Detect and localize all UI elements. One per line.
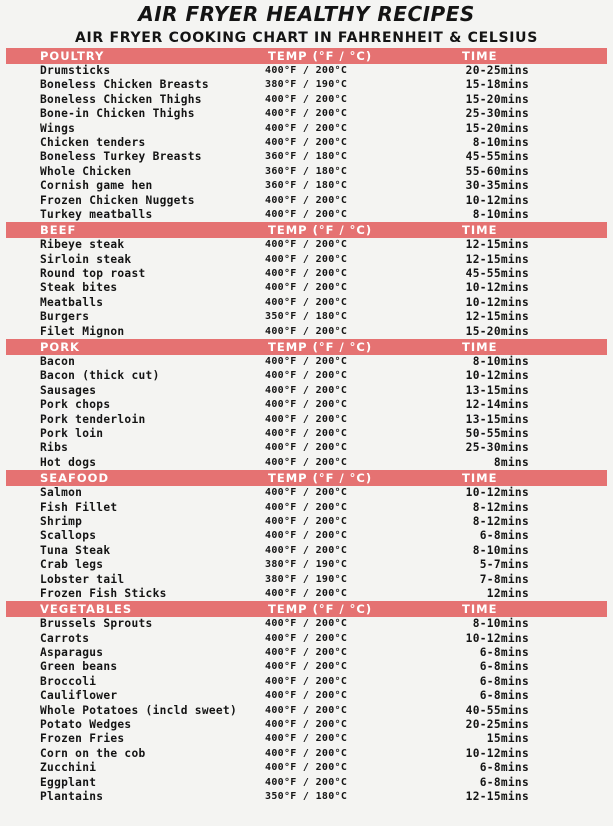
table-row	[0, 296, 613, 310]
food-item: Bone-in Chicken Thighs	[40, 107, 195, 121]
cook-time: 15-20mins	[465, 92, 529, 106]
temp-column-header: TEMP (°F / °C)	[268, 602, 373, 617]
cook-time: 10-12mins	[465, 369, 529, 383]
section-title: SEAFOOD	[40, 471, 109, 486]
cook-temp: 400°F / 200°C	[265, 356, 348, 368]
food-item: Round top roast	[40, 267, 146, 281]
food-item: Crab legs	[40, 558, 104, 572]
food-item: Pork tenderloin	[40, 412, 146, 426]
cook-temp: 400°F / 200°C	[265, 515, 348, 527]
cook-time: 6-8mins	[479, 660, 529, 674]
table-row	[0, 179, 613, 193]
table-row	[0, 165, 613, 179]
cook-temp: 400°F / 200°C	[265, 456, 348, 468]
cook-temp: 380°F / 190°C	[265, 573, 348, 585]
table-row	[0, 573, 613, 587]
table-row	[0, 253, 613, 267]
cook-time: 12-15mins	[465, 789, 529, 803]
food-item: Drumsticks	[40, 64, 111, 77]
section-title: PORK	[40, 340, 80, 355]
cook-time: 8-12mins	[472, 500, 529, 514]
table-row	[0, 747, 613, 761]
food-item: Zucchini	[40, 761, 97, 775]
cook-temp: 400°F / 200°C	[265, 122, 348, 134]
section-header	[6, 222, 607, 238]
table-row	[0, 441, 613, 455]
food-item: Ribeye steak	[40, 238, 125, 252]
table-row	[0, 632, 613, 646]
cook-temp: 400°F / 200°C	[265, 325, 348, 337]
cook-temp: 400°F / 200°C	[265, 733, 348, 745]
cook-temp: 400°F / 200°C	[265, 501, 348, 513]
table-row	[0, 107, 613, 121]
table-row	[0, 587, 613, 601]
table-row	[0, 398, 613, 412]
table-row	[0, 413, 613, 427]
temp-column-header: TEMP (°F / °C)	[268, 223, 373, 238]
cook-time: 6-8mins	[479, 775, 529, 789]
cook-time: 12-15mins	[465, 252, 529, 266]
section-beef	[0, 222, 613, 339]
food-item: Eggplant	[40, 775, 97, 789]
cook-time: 15-18mins	[465, 78, 529, 92]
food-item: Ribs	[40, 441, 69, 455]
cook-time: 6-8mins	[479, 646, 529, 660]
food-item: Frozen Chicken Nuggets	[40, 193, 195, 207]
table-row	[0, 558, 613, 572]
section-poultry	[0, 48, 613, 222]
chart-sections	[0, 48, 613, 804]
cook-time: 45-55mins	[465, 150, 529, 164]
cook-temp: 400°F / 200°C	[265, 268, 348, 280]
cook-temp: 400°F / 200°C	[265, 208, 348, 220]
table-row	[0, 150, 613, 164]
table-row	[0, 384, 613, 398]
table-row	[0, 281, 613, 295]
food-item: Chicken tenders	[40, 135, 146, 149]
cook-time: 7-8mins	[479, 572, 529, 586]
table-row	[0, 427, 613, 441]
cook-temp: 350°F / 180°C	[265, 790, 348, 802]
cook-time: 20-25mins	[465, 64, 529, 77]
cook-temp: 400°F / 200°C	[265, 704, 348, 716]
cook-time: 6-8mins	[479, 689, 529, 703]
cook-temp: 400°F / 200°C	[265, 253, 348, 265]
table-row	[0, 704, 613, 718]
cook-temp: 400°F / 200°C	[265, 93, 348, 105]
time-column-header: TIME	[462, 49, 498, 63]
table-row	[0, 515, 613, 529]
cook-time: 8-10mins	[472, 617, 529, 631]
food-item: Green beans	[40, 660, 118, 674]
section-header	[6, 470, 607, 486]
cook-temp: 400°F / 200°C	[265, 282, 348, 294]
food-item: Whole Potatoes (incld sweet)	[40, 703, 237, 717]
table-row	[0, 486, 613, 500]
food-item: Scallops	[40, 529, 97, 543]
section-vegetables	[0, 601, 613, 804]
table-row	[0, 529, 613, 543]
cook-temp: 400°F / 200°C	[265, 632, 348, 644]
cook-temp: 400°F / 200°C	[265, 762, 348, 774]
cook-temp: 400°F / 200°C	[265, 442, 348, 454]
table-row	[0, 501, 613, 515]
table-row	[0, 78, 613, 92]
section-header	[6, 339, 607, 355]
cook-time: 30-35mins	[465, 179, 529, 193]
time-column-header: TIME	[462, 340, 498, 355]
table-row	[0, 456, 613, 470]
table-row	[0, 136, 613, 150]
table-row	[0, 93, 613, 107]
food-item: Sirloin steak	[40, 252, 132, 266]
table-row	[0, 238, 613, 252]
cook-temp: 400°F / 200°C	[265, 399, 348, 411]
cook-temp: 400°F / 200°C	[265, 487, 348, 499]
cook-temp: 400°F / 200°C	[265, 647, 348, 659]
cook-time: 20-25mins	[465, 718, 529, 732]
time-column-header: TIME	[462, 223, 498, 238]
food-item: Salmon	[40, 486, 83, 500]
cook-time: 13-15mins	[465, 383, 529, 397]
cook-temp: 400°F / 200°C	[265, 370, 348, 382]
food-item: Broccoli	[40, 674, 97, 688]
cook-time: 8-10mins	[472, 207, 529, 221]
cook-time: 15-20mins	[465, 121, 529, 135]
food-item: Wings	[40, 121, 76, 135]
cook-time: 13-15mins	[465, 412, 529, 426]
cook-temp: 400°F / 200°C	[265, 65, 348, 76]
cook-time: 8-10mins	[472, 543, 529, 557]
cook-temp: 360°F / 180°C	[265, 151, 348, 163]
table-row	[0, 355, 613, 369]
cook-time: 50-55mins	[465, 426, 529, 440]
table-row	[0, 732, 613, 746]
food-item: Bacon	[40, 355, 76, 369]
cook-time: 10-12mins	[465, 295, 529, 309]
temp-column-header: TEMP (°F / °C)	[268, 49, 373, 63]
table-row	[0, 718, 613, 732]
food-item: Meatballs	[40, 295, 104, 309]
food-item: Tuna Steak	[40, 543, 111, 557]
food-item: Asparagus	[40, 646, 104, 660]
table-row	[0, 310, 613, 324]
table-row	[0, 689, 613, 703]
cook-time: 6-8mins	[479, 761, 529, 775]
cook-temp: 400°F / 200°C	[265, 776, 348, 788]
food-item: Sausages	[40, 383, 97, 397]
cook-temp: 400°F / 200°C	[265, 587, 348, 599]
food-item: Whole Chicken	[40, 164, 132, 178]
cook-temp: 400°F / 200°C	[265, 384, 348, 396]
food-item: Bacon (thick cut)	[40, 369, 160, 383]
section-header	[6, 48, 607, 64]
table-row	[0, 761, 613, 775]
cook-temp: 360°F / 180°C	[265, 165, 348, 177]
cook-temp: 400°F / 200°C	[265, 544, 348, 556]
cook-time: 10-12mins	[465, 281, 529, 295]
food-item: Boneless Turkey Breasts	[40, 150, 202, 164]
table-row	[0, 646, 613, 660]
food-item: Carrots	[40, 631, 90, 645]
food-item: Shrimp	[40, 514, 83, 528]
table-row	[0, 617, 613, 631]
cook-temp: 400°F / 200°C	[265, 719, 348, 731]
table-row	[0, 194, 613, 208]
time-column-header: TIME	[462, 602, 498, 617]
cook-temp: 400°F / 200°C	[265, 296, 348, 308]
food-item: Frozen Fries	[40, 732, 125, 746]
cook-temp: 400°F / 200°C	[265, 675, 348, 687]
cook-temp: 400°F / 200°C	[265, 427, 348, 439]
food-item: Boneless Chicken Breasts	[40, 78, 209, 92]
cook-time: 8-10mins	[472, 355, 529, 369]
cook-temp: 400°F / 200°C	[265, 239, 348, 251]
cook-time: 55-60mins	[465, 164, 529, 178]
cook-time: 10-12mins	[465, 193, 529, 207]
cook-time: 10-12mins	[465, 486, 529, 500]
food-item: Brussels Sprouts	[40, 617, 153, 631]
food-item: Cauliflower	[40, 689, 118, 703]
section-title: POULTRY	[40, 49, 105, 63]
cook-time: 12mins	[486, 586, 529, 600]
cook-time: 8-10mins	[472, 135, 529, 149]
food-item: Corn on the cob	[40, 746, 146, 760]
cook-time: 10-12mins	[465, 746, 529, 760]
section-title: VEGETABLES	[40, 602, 133, 617]
table-row	[0, 267, 613, 281]
food-item: Boneless Chicken Thighs	[40, 92, 202, 106]
cook-time: 25-30mins	[465, 441, 529, 455]
cook-time: 5-7mins	[479, 558, 529, 572]
cook-time: 12-15mins	[465, 238, 529, 252]
cook-temp: 380°F / 190°C	[265, 559, 348, 571]
table-row	[0, 122, 613, 136]
cook-temp: 400°F / 200°C	[265, 530, 348, 542]
cook-time: 10-12mins	[465, 631, 529, 645]
cook-temp: 400°F / 200°C	[265, 136, 348, 148]
table-row	[0, 776, 613, 790]
table-row	[0, 790, 613, 804]
food-item: Turkey meatballs	[40, 207, 153, 221]
table-row	[0, 544, 613, 558]
cook-time: 15mins	[486, 732, 529, 746]
food-item: Pork chops	[40, 398, 111, 412]
food-item: Burgers	[40, 310, 90, 324]
cook-time: 8-12mins	[472, 514, 529, 528]
cook-time: 12-14mins	[465, 398, 529, 412]
cook-temp: 400°F / 200°C	[265, 194, 348, 206]
section-seafood	[0, 470, 613, 601]
table-row	[0, 660, 613, 674]
cook-temp: 400°F / 200°C	[265, 413, 348, 425]
cook-temp: 350°F / 180°C	[265, 311, 348, 323]
food-item: Cornish game hen	[40, 179, 153, 193]
chart-subtitle: AIR FRYER COOKING CHART IN FAHRENHEIT & CELSIUS	[74, 30, 539, 46]
section-title: BEEF	[40, 223, 77, 238]
cook-temp: 400°F / 200°C	[265, 690, 348, 702]
cook-temp: 400°F / 200°C	[265, 108, 348, 120]
cook-temp: 380°F / 190°C	[265, 79, 348, 91]
cook-time: 6-8mins	[479, 529, 529, 543]
food-item: Pork loin	[40, 426, 104, 440]
cook-time: 15-20mins	[465, 324, 529, 338]
food-item: Potato Wedges	[40, 718, 132, 732]
food-item: Filet Mignon	[40, 324, 125, 338]
food-item: Hot dogs	[40, 455, 97, 469]
table-row	[0, 369, 613, 383]
cook-temp: 400°F / 200°C	[265, 747, 348, 759]
food-item: Plantains	[40, 789, 104, 803]
food-item: Fish Fillet	[40, 500, 118, 514]
food-item: Frozen Fish Sticks	[40, 586, 167, 600]
table-row	[0, 64, 613, 78]
cook-time: 8mins	[493, 455, 529, 469]
cook-time: 6-8mins	[479, 674, 529, 688]
table-row	[0, 325, 613, 339]
time-column-header: TIME	[462, 471, 498, 486]
food-item: Steak bites	[40, 281, 118, 295]
section-header	[6, 601, 607, 617]
section-pork	[0, 339, 613, 470]
food-item: Lobster tail	[40, 572, 125, 586]
cook-temp: 360°F / 180°C	[265, 180, 348, 192]
main-title: AIR FRYER HEALTHY RECIPES	[138, 2, 475, 26]
cook-time: 45-55mins	[465, 267, 529, 281]
cook-time: 40-55mins	[465, 703, 529, 717]
temp-column-header: TEMP (°F / °C)	[268, 471, 373, 486]
cook-temp: 400°F / 200°C	[265, 661, 348, 673]
cook-time: 25-30mins	[465, 107, 529, 121]
table-row	[0, 675, 613, 689]
cook-time: 12-15mins	[465, 310, 529, 324]
table-row	[0, 208, 613, 222]
cook-temp: 400°F / 200°C	[265, 618, 348, 630]
temp-column-header: TEMP (°F / °C)	[268, 340, 373, 355]
